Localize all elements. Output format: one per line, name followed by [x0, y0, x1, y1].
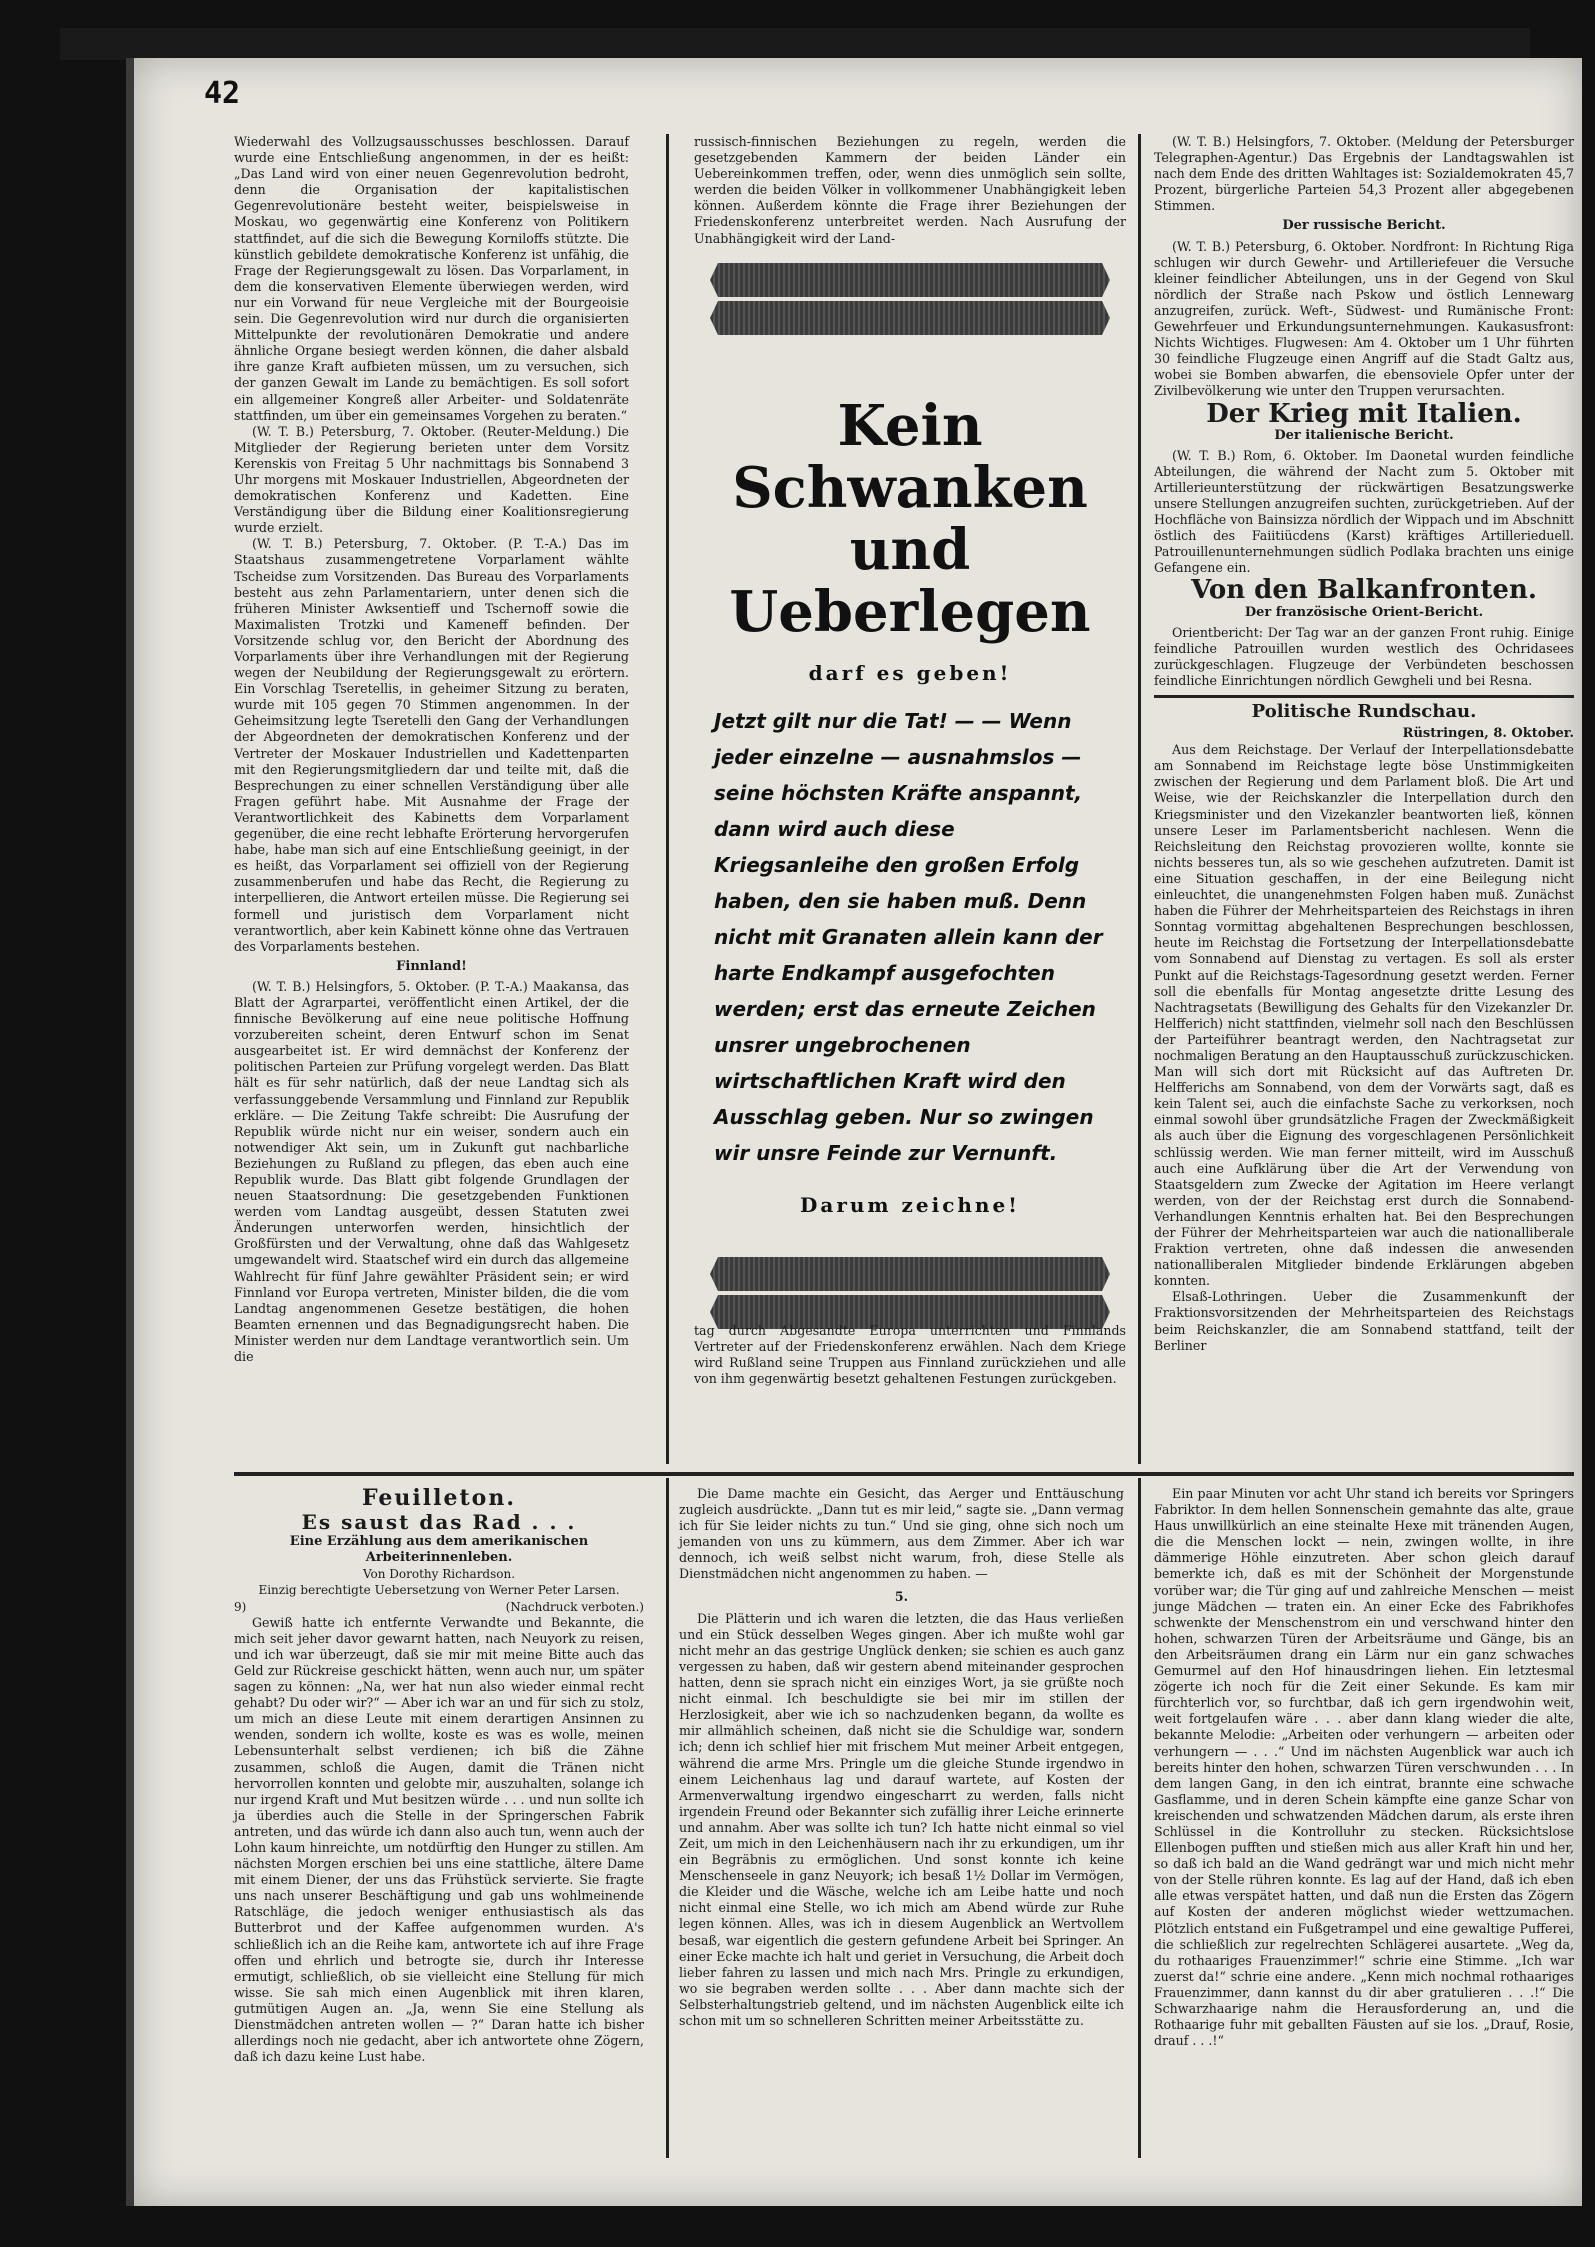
column-rule	[1138, 134, 1141, 1464]
article-text: Wiederwahl des Vollzugsausschusses beschlossen. Darauf wurde eine Entschließung angenommen, in der es heißt: „Das Land wird von einer neuen Gegenrevolution bedroht, denn die Organisation der kapitalistischen Gegenrevolutionäre besteht weiter, beispielsweise in Moskau, wo gegenwärtig eine Konferenz von Politikern stattfindet, auf die sich die Bewegung Korniloffs stützte. Die künstlich gebildete demokratische Konferenz ist unfähig, die Frage der Regierungsgewalt zu lösen. Das Vorparlament, in dem die konservativen Elemente überwiegen werden, wird nur ein Vorwand für neue Vergleiche mit der Bourgeoisie sein. Die Gegenrevolution wird nur durch die organisierten Mittelpunkte der revolutionären Demokratie und andere ähnliche Organe besiegt werden können, die daher alsbald ihre ganze Kraft aufbieten müssen, um zu versuchen, sich der ganzen Gewalt im Lande zu bemächtigen. Es soll sofort ein allgemeiner Kongreß aller Arbeiter- und Soldatenräte stattfinden, um über ein gemeinsames Vorgehen zu beraten.“	[234, 134, 629, 423]
column-rule	[1138, 1478, 1141, 2158]
article-text: tag durch Abgesandte Europa unterrichten und Finnlands Vertreter auf der Friedenskonferenz erwählen. Nach dem Kriege wird Rußland seine Truppen aus Finnland zurückziehen und alle von ihm gegenwärtig besetzt gehaltenen Festungen zurückgeben.	[694, 1323, 1126, 1387]
column-3	[1154, 134, 1574, 1354]
article-text: Elsaß-Lothringen. Ueber die Zusammenkunft der Fraktionsvorsitzenden der Mehrheitsparteien des Reichstags beim Reichskanzler, die am Sonnabend stattfand, teilt der Berliner	[1154, 1289, 1574, 1353]
article-text: (W. T. B.) Helsingfors, 5. Oktober. (P. T.-A.) Maakansa, das Blatt der Agrarpartei, veröffentlicht einen Artikel, der die finnische Bevölkerung auf eine neue politische Hoffnung vorzubereiten scheint, deren Entwurf schon im Senat ausgearbeitet ist. Er wird demnächst der Konferenz der politischen Parteien zur Prüfung vorgelegt werden. Das Blatt hält es für sehr natürlich, daß der neue Landtag sich als verfassunggebende Versammlung und Finnland zur Republik erkläre. — Die Zeitung Takfe schreibt: Die Ausrufung der Republik würde nicht nur ein weiser, sondern auch ein notwendiger Akt sein, um in Zukunft gut nachbarliche Beziehungen zu Rußland zu pflegen, das eben auch eine Republik wurde. Das Blatt gibt folgende Grundlagen der neuen Staatsordnung: Die gesetzgebenden Funktionen werden vom Landtag ausgeübt, dessen Statuten zwei Änderungen unterworfen werden, hinsichtlich der Großfürsten und der Verwaltung, ohne daß das Wahlgesetz umgewandelt wird. Staatschef wird ein durch das allgemeine Wahlrecht für fünf Jahre gewählter Präsident sein; er wird Finnland vor Europa vertreten, Minister bilden, die die vom Landtag angenommenen Gesetze bestätigen, die hohen Beamten ernennen und das Begnadigungsrecht haben. Die Minister werden nur dem Landtage verantwortlich sein. Um die	[234, 978, 629, 1365]
column-1	[234, 134, 629, 1365]
article-text: russisch-finnischen Beziehungen zu regeln, werden die gesetzgebenden Kammern der beiden Länder ein Uebereinkommen treffen, oder, wenn dies unmöglich sein sollte, werden die beiden Völker in vollkommener Unabhängigkeit leben können. Außerdem könnte die Frage ihrer Beziehungen der Friedenskonferenz unterbreitet werden. Nach Ausrufung der Unabhängigkeit wird der Land-	[694, 134, 1126, 246]
horizontal-rule	[234, 1472, 1574, 1476]
feuilleton-head: Feuilleton.	[362, 1485, 516, 1511]
column-rule	[666, 1478, 669, 2158]
story-text: Ein paar Minuten vor acht Uhr stand ich bereits vor Springers Fabriktor. In dem hellen Sonnenschein gemahnte das alte, graue Haus unwillkürlich an eine steinalte Hexe mit tränenden Augen, die die Menschen lockt — nein, zwingen wollte, in ihre dämmerige Höhle einzutreten. Aber schon gleich darauf bemerkte ich, daß es mit der Schönheit der Morgenstunde vorüber war; die Tür ging auf und zahlreiche Menschen — meist junge Mädchen — traten ein. An einer Ecke des Fabrikhofes schwenkte der Menschenstrom ein und verschwand hinter den hohen, schwarzen Türen der Arbeitsräume und Gänge, bis an den Arbeitsräumen drang ein Lärm nur ein ganz schwaches Gemurmel auf den Hof hinausdringen liehen. Ein letztesmal zögerte ich noch für die Zeit einer Sekunde. Es kam mir fürchterlich vor, so furchtbar, daß ich gern irgendwohin weit, weit fortgelaufen wäre . . . aber dann klang wieder die alte, bekannte Melodie: „Arbeiten oder verhungern — arbeiten oder verhungern — . . .“ Und im nächsten Augenblick war auch ich bereits hinter den hohen, schwarzen Türen verschwunden . . . In dem langen Gang, in den ich eintrat, brannte eine schwache Gasflamme, und in deren Schein kämpfte eine ganze Schar von kreischenden und schwatzenden Mädchen darum, als erste ihren Schlüssel in die Kontrolluhr zu stecken. Rücksichtslose Ellenbogen pufften und stießen mich aus aller Kraft hin und her, so daß ich bald an die Wand gedrängt war und mich nicht mehr von der Stelle rühren konnte. Es lag auf der Hand, daß ich eben alle etwas verspätet hatten, und daß nun die Ersten das Zögern auf Kosten der anderen möglichst wieder wettzumachen. Plötzlich entstand ein Fußgetrampel und eine gewaltige Pufferei, die schließlich zur regelrechten Schlägerei ausartete. „Weg da, du rothaariges Frauenzimmer!“ schrie eine Stimme. „Ich war zuerst da!“ schrie eine andere. „Kenn mich nochmal rothaariges Frauenzimmer, dann kannst du dir aber gratulieren . . .!“ Die Schwarzhaarige nahm die Herausforderung an, und die Rothaarige fuhr mit geballten Fäusten auf sie los. „Drauf, Rosie, drauf . . .!“	[1154, 1486, 1574, 2049]
dateline: Rüstringen, 8. Oktober.	[1402, 726, 1574, 742]
section-title: Der Krieg mit Italien.	[1206, 398, 1522, 429]
war-loan-advertisement	[694, 263, 1126, 1217]
section-heading: Der italienische Bericht.	[1274, 427, 1454, 443]
article-text: Orientbericht: Der Tag war an der ganzen Front ruhig. Einige feindliche Patrouillen wurden westlich des Ochridasees zurückgeschlagen. Flugzeuge der Verbündeten beschossen feindliche Einrichtungen nördlich Gewgheli und bei Resna.	[1154, 624, 1574, 688]
ad-subline: darf es geben!	[808, 661, 1012, 685]
article-text: (W. T. B.) Petersburg, 7. Oktober. (Reuter-Meldung.) Die Mitglieder der Regierung berieten unter dem Vorsitz Kerenskis von Freitag 5 Uhr nachmittags bis Sonnabend 3 Uhr morgens mit Moskauer Industriellen, Abgeordneten der demokratischen Konferenz und Kadetten. Eine Verständigung über die Bildung einer Koalitionsregierung wurde erzielt.	[234, 423, 629, 536]
installment-number: 9)	[234, 1599, 247, 1614]
article-text: (W. T. B.) Petersburg, 7. Oktober. (P. T.-A.) Das im Staatshaus zusammengetretene Vorparlament wählte Tscheidse zum Vorsitzenden. Das Bureau des Vorparlaments besteht aus zehn Parlamentariern, unter denen sich die früheren Minister Awksentieff und Tschernoff sowie die Maximalisten Trotzki und Kameneff befinden. Der Vorsitzende schlug vor, den Bericht der Abordnung des Vorparlaments über ihre Verhandlungen mit der Regierung wegen der Neubildung der Regierungsgewalt zu erörtern. Ein Vorschlag Tseretellis, in geheimer Sitzung zu beraten, wurde mit 105 gegen 70 Stimmen angenommen. In der Geheimsitzung legte Tseretelli den Gang der Verhandlungen der Abgeordneten der demokratischen Konferenz und der Vertreter der Moskauer Industriellen und Kadettenparten mit den Regierungsmitgliedern dar und teilte mit, daß die Besprechungen zu einer schnellen Verständigung über alle Fragen geführt habe. Mit Ausnahme der Frage der Verantwortlichkeit des Kabinetts dem Vorparlament gegenüber, die eine recht lebhafte Erörterung hervorgerufen habe, habe man sich auf eine Entschließung geeinigt, in der es heißt, das Vorparlament sei offiziell von der Regierung zusammenberufen und habe das Recht, die Regierung zu interpellieren, die Antwort erteilen müsse. Die Regierung sei formell und juristisch dem Vorparlament nicht verantwortlich, aber kein Kabinett könne ohne das Vertrauen des Vorparlaments bestehen.	[234, 536, 629, 954]
decorative-stripe	[710, 263, 1110, 297]
section-heading: Der französische Orient-Bericht.	[1244, 604, 1484, 620]
feuilleton-column-3	[1154, 1486, 1574, 2049]
story-author: Von Dorothy Richardson.	[362, 1567, 516, 1582]
article-text: (W. T. B.) Helsingfors, 7. Oktober. (Meldung der Petersburger Telegraphen-Agentur.) Das Ergebnis der Landtagswahlen ist nach dem Ende des dritten Wahltages ist: Sozialdemokraten 45,7 Prozent, bürgerliche Parteien 54,3 Prozent aller abgegebenen Stimmen.	[1154, 134, 1574, 214]
chapter-number: 5.	[894, 1588, 909, 1604]
feuilleton-column-2	[679, 1486, 1124, 2029]
story-text: Gewiß hatte ich entfernte Verwandte und Bekannte, die mich seit jeher davor gewarnt hatten, nach Neuyork zu reisen, und ich war überzeugt, daß sie mir mit meine Bitte auch das Geld zur Rückreise geschickt hätten, wenn auch nur, um später sagen zu können: „Na, wer hat nun also wieder einmal recht gehabt? Du oder wir?“ — Aber ich war an und für sich zu stolz, um mich an diese Leute mit einem derartigen Ansinnen zu wenden, sondern ich wollte, koste es was es wolle, meinen Lebensunterhalt selbst verdienen; ich biß die Zähne zusammen, schloß die Augen, damit die Tränen nicht hervorrollen konnten und gelobte mir, auszuhalten, solange ich nur irgend Kraft und Mut besitzen würde . . . und nun sollte ich ja überdies auch die Stelle in der Springerschen Fabrik antreten, und das würde ich dann also auch tun, wenn auch der Lohn kaum hinreichte, um notdürftig den Hunger zu stillen. Am nächsten Morgen erschien bei uns eine stattliche, ältere Dame mit einem Diener, der uns das Frühstück servierte. Sie fragte uns nach unserer Beschäftigung und gab uns wohlmeinende Ratschläge, die jedoch weniger enthusiastisch als das Butterbrot und der Kaffee aufgenommen wurden. A's schließlich ich an die Reihe kam, antwortete ich auf ihre Frage offen und ehrlich und betrogte sie, durch ihr Interesse ermutigt, schließlich, ob sie vielleicht eine Stellung für mich wisse. Sie sah mich einen Augenblick mit ihren klaren, gutmütigen Augen an. „Ja, wenn Sie eine Stellung als Dienstmädchen antreten wollen — ?“ Daran hatte ich bisher allerdings noch nie gedacht, aber ich antwortete ohne Zögern, daß ich dazu keine Lust habe.	[234, 1614, 644, 2065]
article-text: (W. T. B.) Rom, 6. Oktober. Im Daonetal wurden feindliche Abteilungen, die während der Nacht zum 5. Oktober mit Artillerieunterstützung der rückwärtigen Besatzungswerke unsere Stellungen anzugreifen suchten, zurückgetrieben. Auf der Hochfläche von Bainsizza nördlich der Wippach und im Abschnitt östlich des Faiitiücdens (Karst) kräftiges Artillerieduell. Patrouillenunternehmungen südlich Podlaka brachten uns einige Gefangene ein.	[1154, 447, 1574, 576]
section-title: Von den Balkanfronten.	[1191, 575, 1537, 606]
ad-body: Jetzt gilt nur die Tat! — — Wenn jeder einzelne — ausnahmslos — seine höchsten Kräfte anspannt, dann wird auch diese Kriegsanleihe den großen Erfolg haben, den sie haben muß. Denn nicht mit Granaten allein kann der harte Endkampf ausgefochten werden; erst das erneute Zeichen unsrer ungebrochenen wirtschaftlichen Kraft wird den Ausschlag geben. Nur so zwingen wir unsre Feinde zur Vernunft.	[714, 709, 1103, 1165]
story-title: Es saust das Rad . . .	[301, 1510, 577, 1535]
binding-edge	[60, 28, 1530, 60]
column-2-top	[694, 134, 1126, 247]
story-translator: Einzig berechtigte Uebersetzung von Werner Peter Larsen.	[258, 1583, 620, 1598]
section-heading: Finnland!	[396, 958, 467, 974]
section-heading: Der russische Bericht.	[1282, 218, 1446, 234]
page-number: 42	[204, 76, 241, 111]
ad-headline: Kein Schwanken und Ueberlegen	[729, 393, 1091, 645]
column-2-bottom	[694, 1323, 1126, 1387]
decorative-stripe	[710, 1257, 1110, 1291]
section-title: Politische Rundschau.	[1251, 701, 1477, 722]
story-subtitle: Eine Erzählung aus dem amerikanischen Arbeiterinnenleben.	[289, 1534, 589, 1566]
decorative-stripe	[710, 301, 1110, 335]
story-text: Die Plätterin und ich waren die letzten, die das Haus verließen und ein Stück desselben Weges gingen. Aber ich mußte wohl gar nicht mehr an das gestrige Unglück denken; sie schien es auch ganz vergessen zu haben, daß wir gestern abend miteinander gesprochen hatten, denn sie sprach nicht ein einziges Wort, ja sie grüßte noch nicht einmal. Ich beschuldigte sie bei mir im stillen der Herzlosigkeit, aber wie ich so nachzudenken begann, da wollte es mir allmählich scheinen, daß nicht sie die Schuldige war, sondern ich; denn ich schlief hier mit frischem Mut meiner Arbeit entgegen, während die arme Mrs. Pringle um die gleiche Stunde irgendwo in einem Leichenhaus lag und darauf wartete, auf Kosten der Armenverwaltung irgendwo eingescharrt zu werden, falls nicht irgendein Freund oder Bekannter sich zufällig ihrer Leiche erinnerte und annahm. Aber was sollte ich tun? Ich hatte nicht einmal so viel Zeit, um mich in den Leichenhäusern nach ihr zu erkundigen, um ihr ein Begräbnis zu ermöglichen. Und sonst konnte ich keine Menschenseele in ganz Neuyork; ich besaß 1½ Dollar im Vermögen, die Kleider und die Wäsche, welche ich am Leibe hatte und noch nicht einmal eine Stelle, wo ich mich am Abend würde zur Ruhe legen können. Alles, was ich in diesem Augenblick an Wertvollem besaß, war eigentlich die gestern gefundene Arbeit bei Springer. An einer Ecke machte ich halt und geriet in Versuchung, die Arbeit doch lieber fahren zu lassen und mich nach Mrs. Pringle zu erkundigen, wo sie begraben werden sollte . . . Aber dann machte sich der Selbsterhaltungstrieb geltend, und im nächsten Augenblick eilte ich schon mit um so schnelleren Schritten meiner Arbeitsstätte zu.	[679, 1610, 1124, 2028]
divider	[1154, 695, 1574, 698]
feuilleton-column-1	[234, 1486, 644, 2065]
reprint-note: (Nachdruck verboten.)	[505, 1599, 644, 1614]
article-text: (W. T. B.) Petersburg, 6. Oktober. Nordfront: In Richtung Riga schlugen wir durch Gewehr- und Artilleriefeuer die Versuche kleiner feindlicher Abteilungen, uns in der Gegend von Skul nördlich der Straße nach Pskow und östlich Lennewarg anzugreifen, zurück. Weft-, Südwest- und Rumänische Front: Gewehrfeuer und Erkundungsunternehmungen. Kaukasusfront: Nichts Wichtiges. Flugwesen: Am 4. Oktober um 1 Uhr führten 30 feindliche Flugzeuge einen Angriff auf die Stadt Galtz aus, wobei sie Bomben abwarfen, die ebensoviele Opfer unter der Zivilbevölkerung wie unter den Truppen verursachten.	[1154, 238, 1574, 399]
column-rule	[666, 134, 669, 1464]
ad-call-to-action: Darum zeichne!	[800, 1193, 1020, 1217]
newspaper-page	[126, 58, 1582, 2206]
article-text: Aus dem Reichstage. Der Verlauf der Interpellationsdebatte am Sonnabend im Reichstage legte böse Unstimmigkeiten zwischen der Regierung und dem Parlament bloß. Die Art und Weise, wie der Reichskanzler die Interpellation durch den Kriegsminister und den Vizekanzler beantworten ließ, können unsere Leser im Parlamentsbericht nachlesen. Wenn die Reichsleitung den Reichstag provozieren wollte, konnte sie nichts besseres tun, als so wie geschehen aufzutreten. Damit ist eine Situation geschaffen, in der eine Beilegung nicht einleuchtet, die unangenehmsten Folgen haben muß. Zunächst haben die Führer der Mehrheitsparteien des Reichstags in ihren Sonntag vormittag abgehaltenen Besprechungen beschlossen, heute im Reichstag die Fortsetzung der Interpellationsdebatte vom Sonnabend auf Dienstag zu vertagen. Es soll als erster Punkt auf die Reichstags-Tagesordnung gesetzt werden. Ferner soll die ebenfalls für Montag angesetzte dritte Lesung des Nachtragsetats (Bewilligung des Gehalts für den Vizekanzler Dr. Helfferich) nicht stattfinden, vielmehr soll nach den Beschlüssen der Parteiführer beantragt werden, den Nachtragsetat zur nochmaligen Beratung an den Hauptausschuß zurückzuschicken. Man will sich dort mit Rücksicht auf das Auftreten Dr. Helfferichs am Sonnabend, von dem der Vorwärts sagt, daß es kein Talent sei, auch die einfachste Sache zu verkorksen, noch einmal sowohl über grundsätzliche Fragen der Zweckmäßigkeit als auch über die Eignung des vorgeschlagenen Persönlichkeit schlüssig werden. Wie man ferner mitteilt, wird im Ausschuß auch eine Aufklärung über die Art der Verwendung von Staatsgeldern zum Zwecke der Agitation im Heere verlangt werden, von der der Reichstag erst durch die Sonnabend-Verhandlungen Kenntnis erhalten hat. Bei den Besprechungen der Führer der Mehrheitsparteien war auch die nationalliberale Fraktion vertreten, ohne daß indessen die anwesenden nationalliberalen Mitglieder bindende Erklärungen abgeben konnten.	[1154, 742, 1574, 1289]
story-text: Die Dame machte ein Gesicht, das Aerger und Enttäuschung zugleich ausdrückte. „Dann tut es mir leid,“ sagte sie. „Dann vermag ich für Sie leider nichts zu tun.“ Und sie ging, ohne sich noch um jemanden von uns zu kümmern, aus dem Zimmer. Aber ich war dennoch, ich weiß selbst nicht warum, froh, diese Stelle als Dienstmädchen nicht angenommen zu haben. —	[679, 1486, 1124, 1582]
